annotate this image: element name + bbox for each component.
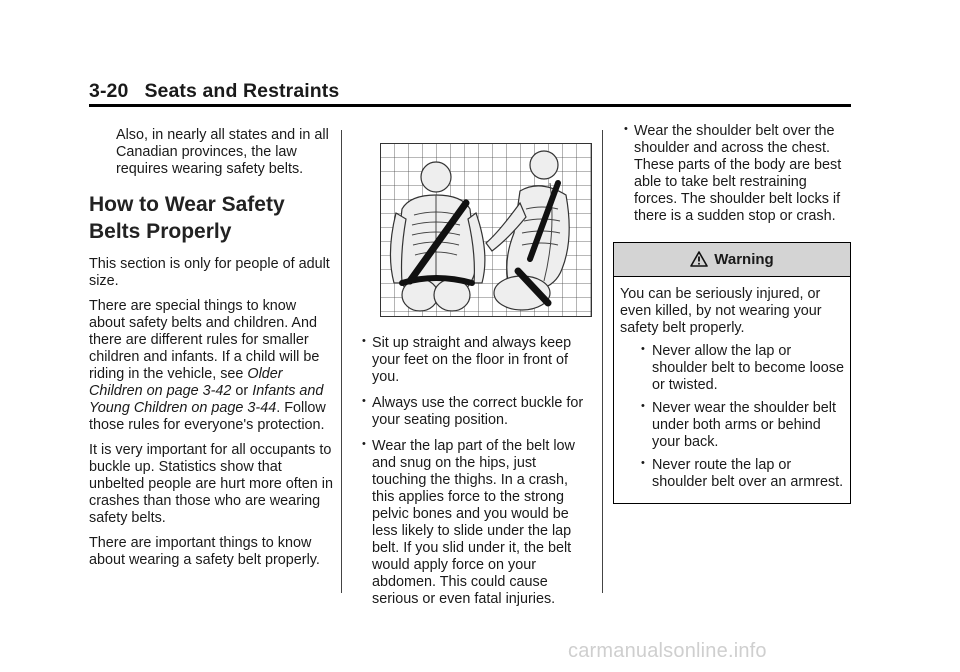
paragraph: It is very important for all occupants to buckle up. Statistics show that unbelted people are hurt more often in crashes than those who are wearing safety belts. xyxy=(89,442,334,526)
bullet-icon: • xyxy=(641,457,645,469)
paragraph-text: There are special things to know about safety belts and children. And there are different rules for smaller children and infants. If a child will be riding in the vehicle, see xyxy=(89,298,320,382)
list-item-text: Wear the shoulder belt over the shoulder and across the chest. These parts of the body are best able to take belt restraining forces. The shoulder belt locks if there is a sudden stop or crash. xyxy=(634,123,842,224)
paragraph-text: or xyxy=(231,383,253,399)
bullet-icon: • xyxy=(362,335,366,347)
paragraph: This section is only for people of adult size. xyxy=(89,256,330,289)
bullet-icon: • xyxy=(362,395,366,407)
warning-title: Warning xyxy=(714,251,774,268)
warning-box xyxy=(613,242,851,504)
paragraph: There are important things to know about wearing a safety belt properly. xyxy=(89,535,320,568)
section-title: Seats and Restraints xyxy=(144,80,340,102)
cross-reference-link[interactable]: Infants and Young Children on page 3-44 xyxy=(89,383,324,416)
list-item-text: Never route the lap or shoulder belt over an armrest. xyxy=(652,457,844,490)
list-item xyxy=(613,123,853,225)
list-item xyxy=(351,438,591,608)
list-item xyxy=(620,400,844,451)
page-number: 3-20 xyxy=(89,80,129,102)
seatbelt-illustration xyxy=(380,143,592,317)
list-item-text: Never wear the shoulder belt under both arms or behind your back. xyxy=(652,400,836,450)
list-item xyxy=(351,395,591,429)
bullet-icon: • xyxy=(362,438,366,450)
bullet-icon: • xyxy=(624,123,628,135)
bullet-icon: • xyxy=(641,400,645,412)
warning-header xyxy=(614,243,850,277)
page-header xyxy=(89,80,339,103)
intro-paragraph: Also, in nearly all states and in all Canadian provinces, the law requires wearing safety belts. xyxy=(116,127,329,177)
warning-intro: You can be seriously injured, or even killed, by not wearing your safety belt properly. xyxy=(620,286,822,336)
list-item-text: Always use the correct buckle for your seating position. xyxy=(372,395,584,428)
paragraph xyxy=(89,298,333,434)
list-item-text: Never allow the lap or shoulder belt to become loose or twisted. xyxy=(652,343,844,393)
bullet-icon: • xyxy=(641,343,645,355)
list-item-text: Sit up straight and always keep your feet on the floor in front of you. xyxy=(372,335,572,385)
warning-triangle-icon xyxy=(690,251,708,267)
column-divider xyxy=(341,130,342,593)
column-divider xyxy=(602,130,603,593)
list-item xyxy=(351,335,591,386)
header-rule xyxy=(89,104,851,107)
paragraph-text: . Follow those rules for everyone's protection. xyxy=(89,400,326,433)
list-item-text: Wear the lap part of the belt low and snug on the hips, just touching the thighs. In a crash, this applies force to the strong pelvic bones and you would be less likely to slide under the lap belt. If you slid under it, the belt would apply force on your abdomen. This could cause serious or even fatal injuries. xyxy=(372,438,575,607)
list-item xyxy=(620,457,844,491)
cross-reference-link[interactable]: Older Children on page 3-42 xyxy=(89,366,283,399)
column-2 xyxy=(351,127,591,617)
column-1 xyxy=(89,127,333,577)
list-item xyxy=(620,343,844,394)
warning-body xyxy=(614,277,850,503)
watermark: carmanualsonline.info xyxy=(568,640,767,662)
section-heading: How to Wear Safety Belts Properly xyxy=(89,193,285,243)
column-3 xyxy=(613,123,853,504)
